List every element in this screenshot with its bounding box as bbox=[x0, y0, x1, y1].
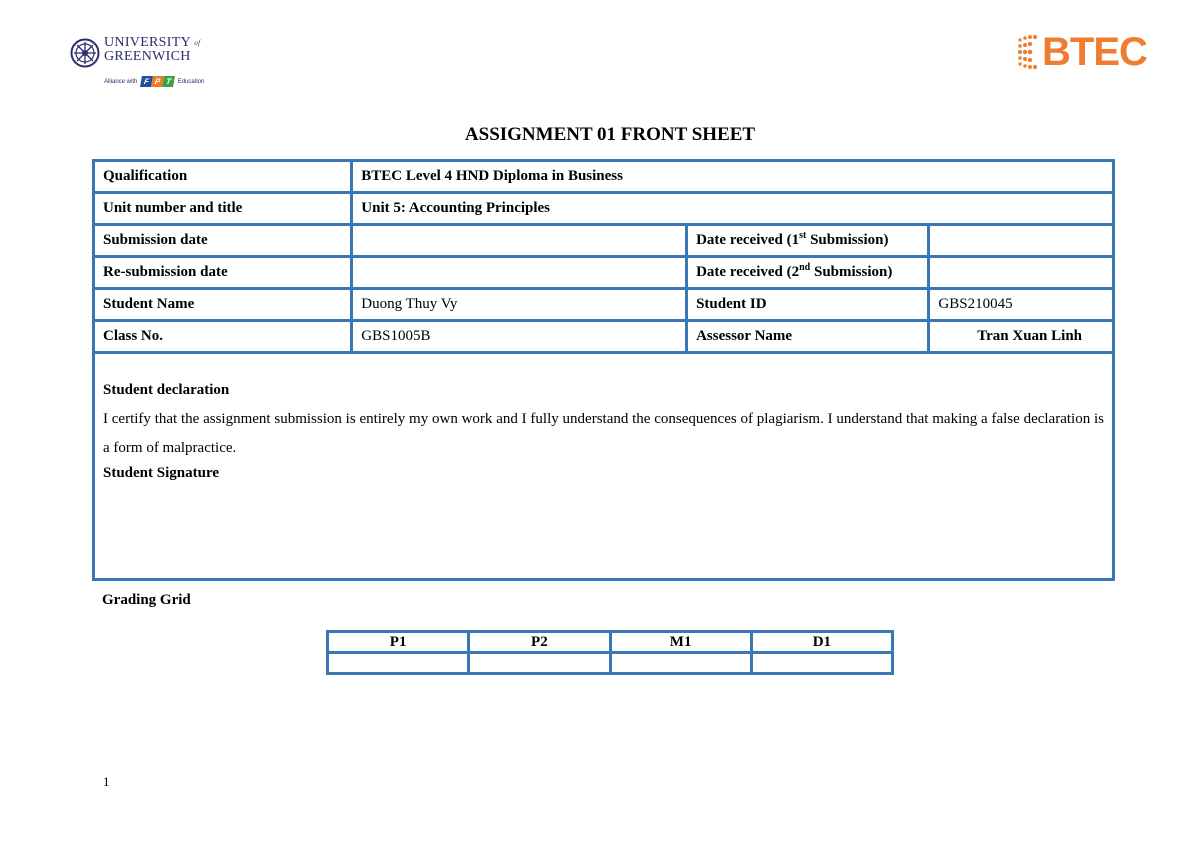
grading-value-row bbox=[328, 653, 893, 674]
grade-header-p1: P1 bbox=[328, 632, 469, 653]
university-seal-icon bbox=[70, 38, 100, 68]
fpt-logo bbox=[141, 76, 174, 87]
grade-header-p2: P2 bbox=[469, 632, 610, 653]
btec-wordmark: BTEC bbox=[1042, 30, 1147, 74]
university-name-line2: GREENWICH bbox=[104, 49, 191, 64]
btec-logo bbox=[1016, 30, 1148, 74]
table-row bbox=[94, 321, 1114, 353]
date-received-1-label bbox=[687, 225, 929, 257]
university-name bbox=[104, 36, 200, 64]
alliance-suffix: Education bbox=[177, 79, 205, 86]
table-row bbox=[94, 193, 1114, 225]
fpt-letter-t: T bbox=[162, 76, 175, 87]
student-id-value: GBS210045 bbox=[929, 289, 1114, 321]
date-received-1-post: Submission) bbox=[806, 232, 889, 248]
page-title: ASSIGNMENT 01 FRONT SHEET bbox=[464, 124, 756, 145]
declaration-text: I certify that the assignment submission is entirely my own work and I fully understand the consequences of plagiarism. I understand that making a false declaration is a form of malpractice. bbox=[103, 411, 1104, 456]
table-row bbox=[94, 353, 1114, 580]
assessor-label: Assessor Name bbox=[687, 321, 929, 353]
class-label: Class No. bbox=[94, 321, 352, 353]
alliance-line bbox=[104, 76, 204, 87]
submission-date-value[interactable] bbox=[352, 225, 687, 257]
date-received-2-value[interactable] bbox=[929, 257, 1114, 289]
table-row bbox=[94, 225, 1114, 257]
date-received-2-pre: Date received (2 bbox=[696, 264, 800, 280]
front-sheet-table bbox=[92, 159, 1115, 581]
alliance-prefix: Alliance with bbox=[104, 79, 138, 86]
table-row bbox=[94, 161, 1114, 193]
student-id-label: Student ID bbox=[687, 289, 929, 321]
assessor-value: Tran Xuan Linh bbox=[929, 321, 1114, 353]
grade-header-m1: M1 bbox=[610, 632, 751, 653]
unit-label: Unit number and title bbox=[94, 193, 352, 225]
date-received-1-sup: st bbox=[799, 230, 807, 241]
table-row bbox=[94, 257, 1114, 289]
class-value: GBS1005B bbox=[352, 321, 687, 353]
grading-header-row bbox=[328, 632, 893, 653]
btec-dots-icon bbox=[1016, 32, 1044, 72]
student-declaration bbox=[94, 353, 1114, 580]
student-name-label: Student Name bbox=[94, 289, 352, 321]
grading-grid-heading: Grading Grid bbox=[102, 592, 191, 608]
fpt-letter-p: P bbox=[151, 76, 164, 87]
student-name-value: Duong Thuy Vy bbox=[352, 289, 687, 321]
fpt-letter-f: F bbox=[140, 76, 153, 87]
table-row bbox=[94, 289, 1114, 321]
university-name-line1: UNIVERSITY bbox=[104, 35, 191, 50]
declaration-heading: Student declaration bbox=[103, 382, 230, 398]
university-of-greenwich-logo bbox=[70, 36, 220, 92]
date-received-2-sup: nd bbox=[799, 262, 811, 273]
resubmission-date-value[interactable] bbox=[352, 257, 687, 289]
grading-grid-table bbox=[326, 630, 894, 675]
date-received-1-value[interactable] bbox=[929, 225, 1114, 257]
grade-value-d1[interactable] bbox=[751, 653, 892, 674]
grade-value-p1[interactable] bbox=[328, 653, 469, 674]
date-received-2-post: Submission) bbox=[810, 264, 893, 280]
signature-label: Student Signature bbox=[103, 465, 220, 481]
date-received-1-pre: Date received (1 bbox=[696, 232, 800, 248]
unit-value: Unit 5: Accounting Principles bbox=[352, 193, 1114, 225]
resubmission-date-label: Re-submission date bbox=[94, 257, 352, 289]
grade-value-p2[interactable] bbox=[469, 653, 610, 674]
university-name-of: of bbox=[194, 39, 201, 47]
grade-value-m1[interactable] bbox=[610, 653, 751, 674]
page-number: 1 bbox=[103, 774, 110, 789]
grade-header-d1: D1 bbox=[751, 632, 892, 653]
qualification-label: Qualification bbox=[94, 161, 352, 193]
date-received-2-label bbox=[687, 257, 929, 289]
qualification-value: BTEC Level 4 HND Diploma in Business bbox=[352, 161, 1114, 193]
submission-date-label: Submission date bbox=[94, 225, 352, 257]
